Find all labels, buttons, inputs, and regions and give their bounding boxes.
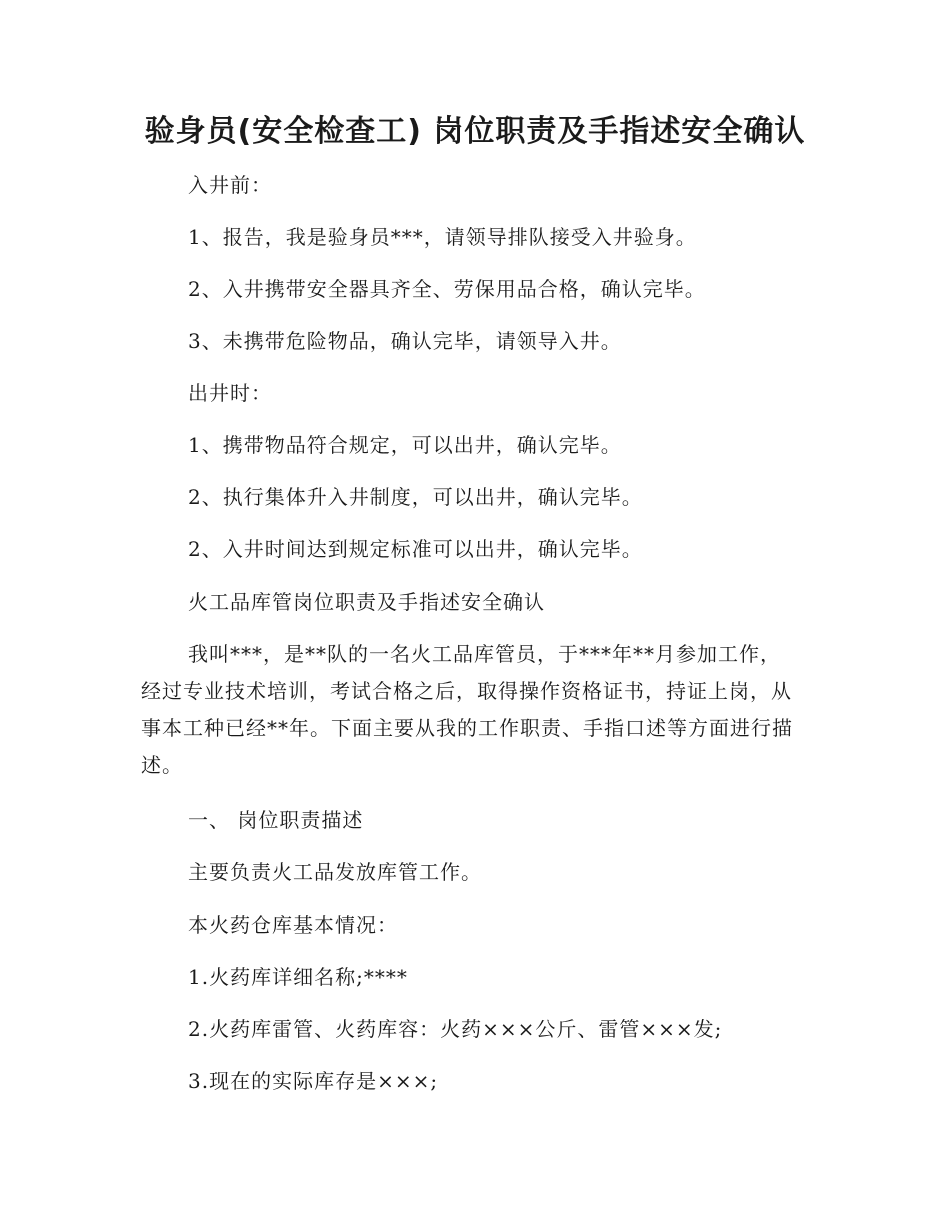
text-line: 3.现在的实际库存是×××; — [188, 1069, 439, 1093]
text-line: 3、未携带危险物品，确认完毕，请领导入井。 — [188, 329, 622, 353]
intro-paragraph: 我叫***，是**队的一名火工品库管员，于***年**月参加工作，经过专业技术培训，考试合格之后，取得操作资格证书，持证上岗，从事本工种已经**年。下面主要从我的工作职责、手指口述等方面进行描述。 — [141, 642, 793, 777]
text-line: 1.火药库详细名称;**** — [188, 965, 408, 989]
document-title: 验身员(安全检查工) 岗位职责及手指述安全确认 — [144, 114, 806, 149]
text-line: 2、执行集体升入井制度，可以出井，确认完毕。 — [188, 485, 643, 509]
text-line: 2.火药库雷管、火药库容：火药×××公斤、雷管×××发; — [188, 1017, 723, 1041]
text-line: 主要负责火工品发放库管工作。 — [188, 860, 482, 884]
section-heading: 一、 岗位职责描述 — [188, 808, 364, 832]
text-line: 1、报告，我是验身员***，请领导排队接受入井验身。 — [188, 225, 697, 249]
text-line: 火工品库管岗位职责及手指述安全确认 — [188, 590, 545, 614]
text-line: 本火药仓库基本情况： — [188, 913, 398, 937]
text-line: 2、入井携带安全器具齐全、劳保用品合格，确认完毕。 — [188, 277, 706, 301]
text-line: 2、入井时间达到规定标准可以出井，确认完毕。 — [188, 537, 643, 561]
text-line: 出井时： — [188, 381, 272, 405]
text-line: 1、携带物品符合规定，可以出井，确认完毕。 — [188, 433, 622, 457]
text-line: 入井前： — [188, 173, 272, 197]
